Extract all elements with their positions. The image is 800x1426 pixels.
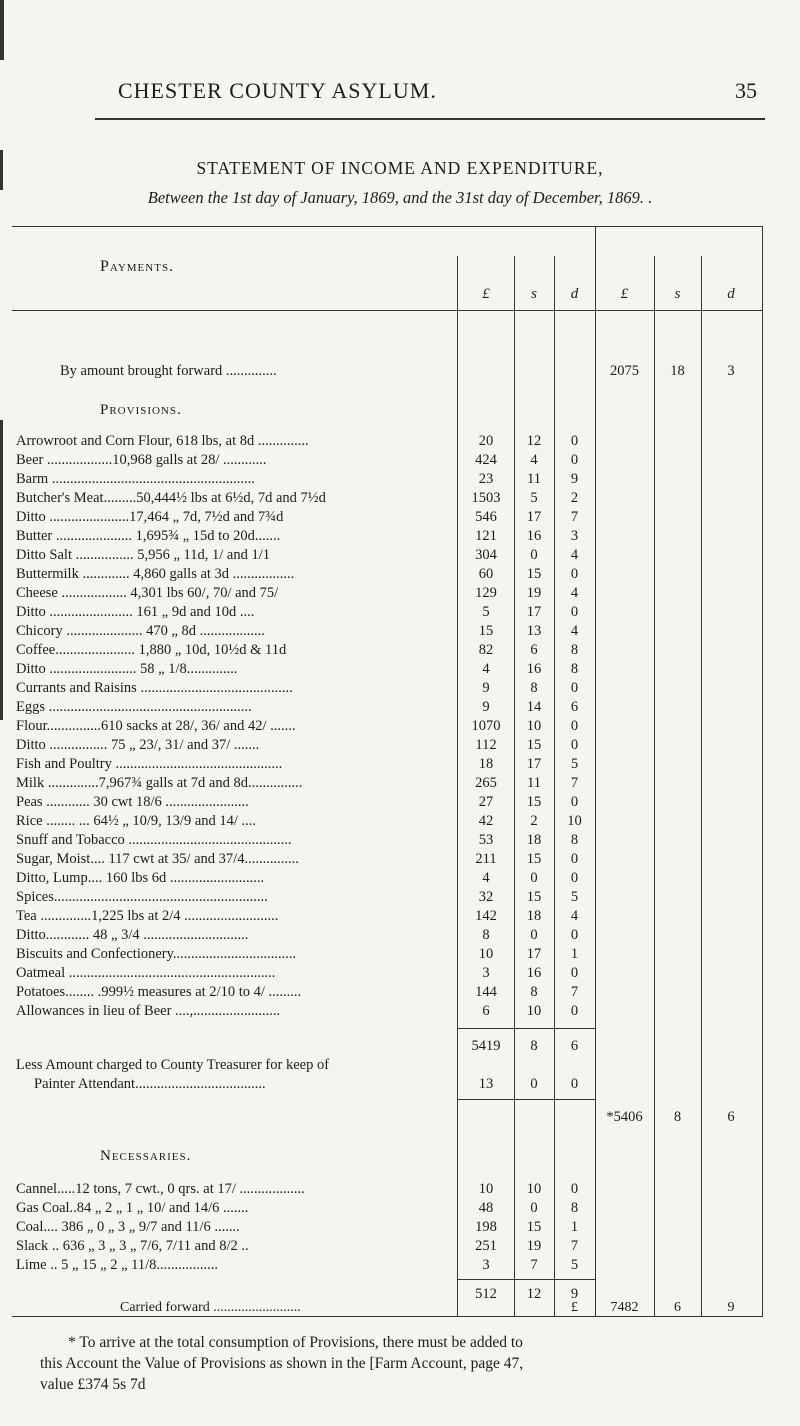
row-description: Ditto Salt ................ 5,956 „ 11d, 1/ and 1/1 — [16, 547, 271, 563]
cell-shillings: 16 — [526, 965, 542, 981]
row-description: Beer ..................10,968 galls at 28/ ............ — [16, 452, 267, 468]
row-description: Ditto............ 48 „ 3/4 ............................. — [16, 927, 249, 943]
cell-shillings: 10 — [526, 1181, 542, 1197]
table-row — [0, 546, 800, 565]
cell-pounds: 304 — [475, 547, 497, 563]
cell-pounds: 121 — [475, 528, 497, 544]
cell-pence: 8 — [570, 661, 579, 677]
statement-title: STATEMENT OF INCOME AND EXPENDITURE, — [196, 158, 604, 178]
cell-pounds: 32 — [478, 889, 494, 905]
cell-pounds: 53 — [478, 832, 494, 848]
cell-pounds: 27 — [478, 794, 494, 810]
table-row — [0, 622, 800, 641]
cell-shillings: 0 — [530, 547, 538, 563]
table-top-rule — [12, 226, 763, 227]
cell-pounds: 129 — [475, 585, 497, 601]
cell-pence: 0 — [570, 718, 579, 734]
table-row — [0, 527, 800, 546]
table-row — [0, 1199, 800, 1218]
cell-shillings: 16 — [526, 528, 542, 544]
col-header-pounds: £ — [482, 286, 490, 302]
cell-pounds: 251 — [475, 1238, 497, 1254]
cell-pence: 2 — [570, 490, 579, 506]
row-description: Oatmeal ......................................................... — [16, 965, 276, 981]
cell-shillings: 2 — [530, 813, 538, 829]
table-row — [0, 850, 800, 869]
table-bottom-rule — [12, 1316, 763, 1317]
cell-pence: 4 — [570, 547, 579, 563]
footnote-line: value £374 5s 7d — [40, 1376, 146, 1393]
net-rule — [457, 1099, 595, 1100]
cell-pence: 0 — [570, 737, 579, 753]
row-description: Eggs ........................................................ — [16, 699, 252, 715]
cell-pounds: 82 — [478, 642, 494, 658]
table-row — [0, 584, 800, 603]
cell-shillings: 6 — [530, 642, 538, 658]
cell-pence: 7 — [570, 509, 579, 525]
row-description: Sugar, Moist.... 117 cwt at 35/ and 37/4............... — [16, 851, 299, 867]
row-description: Chicory ..................... 470 „ 8d .................. — [16, 623, 265, 639]
cell-pence: 8 — [570, 832, 579, 848]
row-description: Allowances in lieu of Beer ....,........................ — [16, 1003, 281, 1019]
subtotal-rule — [457, 1028, 595, 1029]
cell-shillings: 15 — [526, 851, 542, 867]
cell-pence: 0 — [570, 794, 579, 810]
table-row — [0, 869, 800, 888]
cell-shillings: 16 — [526, 661, 542, 677]
row-description: Cheese .................. 4,301 lbs 60/, 70/ and 75/ — [16, 585, 279, 601]
cell-pence: 5 — [570, 756, 579, 772]
statement-subtitle: Between the 1st day of January, 1869, and the 31st day of December, 1869. . — [147, 188, 653, 207]
cell-pence: 0 — [570, 927, 579, 943]
less-amount-row — [0, 1075, 800, 1094]
cell-pence: 7 — [570, 984, 579, 1000]
scan-edge-mark — [0, 0, 4, 60]
table-row — [0, 1180, 800, 1199]
cell-pounds: 8 — [482, 927, 490, 943]
cell-pence: 7 — [570, 775, 579, 791]
provisions-net-row — [0, 1108, 800, 1127]
cell-pence: 0 — [570, 870, 579, 886]
cell-shillings: 11 — [527, 775, 541, 791]
row-description: Coal.... 386 „ 0 „ 3 „ 9/7 and 11/6 ....... — [16, 1219, 240, 1235]
row-description: Ditto ......................17,464 „ 7d, 7½d and 7¾d — [16, 509, 284, 525]
row-description: Barm ........................................................ — [16, 471, 255, 487]
cell-pounds: 198 — [475, 1219, 497, 1235]
cell-shillings: 8 — [530, 1038, 538, 1054]
cell-shillings: 19 — [526, 1238, 542, 1254]
table-row — [0, 698, 800, 717]
cell-shillings: 12 — [526, 1286, 542, 1302]
cell-shillings: 18 — [526, 832, 542, 848]
cell-pounds: *5406 — [606, 1109, 643, 1125]
row-description: Flour...............610 sacks at 28/, 36/ and 42/ ....... — [16, 718, 296, 734]
cell-pounds: 211 — [475, 851, 497, 867]
cell-pence: 9 — [727, 1300, 735, 1315]
table-row — [0, 964, 800, 983]
row-description: Rice ........ ... 64½ „ 10/9, 13/9 and 14/ .... — [16, 813, 257, 829]
table-row — [0, 603, 800, 622]
row-description: Snuff and Tobacco ............................................. — [16, 832, 292, 848]
row-description: Buttermilk ............. 4,860 galls at 3d ................. — [16, 566, 295, 582]
cell-pounds: 512 — [475, 1286, 497, 1302]
table-row — [0, 1256, 800, 1275]
cell-pounds: 9 — [482, 699, 490, 715]
cell-pounds: 10 — [478, 946, 494, 962]
cell-pence: 9 — [570, 1286, 579, 1302]
cell-shillings: 6 — [674, 1300, 681, 1315]
row-description: Butcher's Meat.........50,444½ lbs at 6½d, 7d and 7½d — [16, 490, 326, 506]
row-description: Potatoes........ .999½ measures at 2/10 to 4/ ......... — [16, 984, 302, 1000]
table-row — [0, 660, 800, 679]
cell-pounds: 9 — [482, 680, 490, 696]
row-description: Lime .. 5 „ 15 „ 2 „ 11/8................. — [16, 1257, 219, 1273]
table-row — [0, 793, 800, 812]
row-description: Currants and Raisins .......................................... — [16, 680, 293, 696]
provisions-subtotal-row — [0, 1037, 800, 1056]
row-description: Arrowroot and Corn Flour, 618 lbs, at 8d .............. — [16, 433, 309, 449]
cell-shillings: 10 — [526, 718, 542, 734]
cell-pence: 1 — [570, 946, 579, 962]
cell-shillings: 15 — [526, 1219, 542, 1235]
cell-shillings: 15 — [526, 794, 542, 810]
table-row — [0, 983, 800, 1002]
cell-pence: 4 — [570, 908, 579, 924]
cell-pounds: 112 — [475, 737, 497, 753]
table-row — [0, 1002, 800, 1021]
less-amount-label-cont: Painter Attendant.................................... — [34, 1076, 266, 1092]
cell-pounds: 48 — [478, 1200, 494, 1216]
table-row — [0, 717, 800, 736]
cell-pounds: 15 — [478, 623, 494, 639]
necessaries-subtotal-rule — [457, 1279, 595, 1280]
necessaries-heading: Necessaries. — [100, 1148, 192, 1164]
cell-shillings: 18 — [526, 908, 542, 924]
table-row — [0, 565, 800, 584]
row-description: Ditto ........................ 58 „ 1/8.............. — [16, 661, 238, 677]
row-description: Fish and Poultry .............................................. — [16, 756, 283, 772]
pound-symbol: £ — [571, 1300, 578, 1315]
cell-pounds: 144 — [475, 984, 497, 1000]
cell-shillings: 15 — [526, 737, 542, 753]
cell-pence: 0 — [570, 433, 579, 449]
cell-pence: 0 — [570, 1181, 579, 1197]
row-description: Peas ............ 30 cwt 18/6 ....................... — [16, 794, 249, 810]
table-row — [0, 774, 800, 793]
cell-pence: 0 — [570, 604, 579, 620]
cell-shillings: 11 — [527, 471, 541, 487]
cell-pounds: 3 — [482, 1257, 490, 1273]
cell-pounds: 546 — [475, 509, 497, 525]
cell-pence: 6 — [570, 699, 579, 715]
cell-pence: 0 — [570, 965, 579, 981]
table-row — [0, 907, 800, 926]
cell-pence: 5 — [570, 1257, 579, 1273]
row-description: Biscuits and Confectionery.................................. — [16, 946, 297, 962]
cell-shillings: 19 — [526, 585, 542, 601]
cell-pence: 7 — [570, 1238, 579, 1254]
table-row — [0, 888, 800, 907]
cell-shillings: 15 — [526, 889, 542, 905]
col-header-shillings: s — [531, 286, 537, 302]
cell-pounds: 6 — [482, 1003, 490, 1019]
table-row — [0, 679, 800, 698]
cell-shillings: 8 — [530, 984, 538, 1000]
cell-shillings: 17 — [526, 756, 542, 772]
cell-pounds: 20 — [478, 433, 494, 449]
col-header-pence-total: d — [727, 286, 735, 302]
cell-pounds: 23 — [478, 471, 494, 487]
cell-pounds: 60 — [478, 566, 494, 582]
row-description: Butter ..................... 1,695¾ „ 15d to 20d....... — [16, 528, 281, 544]
brought-forward-label: By amount brought forward .............. — [60, 363, 277, 379]
cell-shillings: 15 — [526, 566, 542, 582]
row-description: Ditto ................ 75 „ 23/, 31/ and 37/ ....... — [16, 737, 260, 753]
cell-pounds: 142 — [475, 908, 497, 924]
cell-shillings: 8 — [530, 680, 538, 696]
cell-shillings: 17 — [526, 946, 542, 962]
cell-pence: 0 — [570, 680, 579, 696]
less-amount-label-row — [0, 1056, 800, 1075]
cell-pence: 5 — [570, 889, 579, 905]
cell-shillings: 4 — [530, 452, 538, 468]
cell-pence: 4 — [570, 623, 579, 639]
cell-shillings: 13 — [526, 623, 542, 639]
provisions-heading: Provisions. — [100, 402, 182, 418]
cell-shillings: 14 — [526, 699, 542, 715]
cell-pence: 8 — [570, 642, 579, 658]
cell-pence: 0 — [570, 452, 579, 468]
table-row — [0, 945, 800, 964]
cell-pounds: 1503 — [471, 490, 501, 506]
footnote-line: * To arrive at the total consumption of Provisions, there must be added to — [68, 1334, 523, 1351]
table-row — [0, 1218, 800, 1237]
cell-pence: 8 — [570, 1200, 579, 1216]
cell-shillings: 5 — [530, 490, 538, 506]
cell-shillings: 17 — [526, 509, 542, 525]
table-row — [0, 508, 800, 527]
cell-shillings: 17 — [526, 604, 542, 620]
row-description: Coffee...................... 1,880 „ 10d, 10½d & 11d — [16, 642, 287, 658]
row-description: Ditto, Lump.... 160 lbs 6d .......................... — [16, 870, 265, 886]
carried-forward-label: Carried forward ......................... — [120, 1300, 301, 1315]
cell-pounds: 2075 — [610, 363, 639, 379]
cell-pounds: 265 — [475, 775, 497, 791]
table-row — [0, 831, 800, 850]
brought-forward-row — [0, 362, 800, 381]
col-header-pounds-total: £ — [620, 286, 629, 302]
cell-shillings: 18 — [670, 363, 685, 379]
cell-pounds: 424 — [475, 452, 497, 468]
table-row — [0, 1237, 800, 1256]
payments-heading: Payments. — [100, 258, 175, 275]
cell-shillings: 0 — [530, 927, 538, 943]
header-rule — [95, 118, 765, 120]
cell-pounds: 4 — [482, 870, 490, 886]
header-bottom-rule — [12, 310, 763, 311]
cell-pence: 4 — [570, 585, 579, 601]
table-row — [0, 736, 800, 755]
table-row — [0, 489, 800, 508]
cell-pence: 0 — [570, 1076, 579, 1092]
table-row — [0, 451, 800, 470]
cell-shillings: 0 — [530, 870, 538, 886]
cell-pence: 10 — [567, 813, 582, 829]
row-description: Ditto ....................... 161 „ 9d and 10d .... — [16, 604, 255, 620]
cell-pounds: 3 — [482, 965, 490, 981]
col-header-pence: d — [570, 286, 579, 302]
table-row — [0, 432, 800, 451]
cell-pounds: 5419 — [471, 1038, 501, 1054]
table-row — [0, 641, 800, 660]
cell-pence: 0 — [570, 1003, 579, 1019]
page-header-title: CHESTER COUNTY ASYLUM. — [118, 78, 437, 103]
page-number: 35 — [735, 78, 757, 103]
cell-shillings: 12 — [526, 433, 542, 449]
row-description: Spices........................................................... — [16, 889, 268, 905]
cell-pence: 9 — [570, 471, 579, 487]
cell-pounds: 5 — [482, 604, 490, 620]
row-description: Slack .. 636 „ 3 „ 3 „ 7/6, 7/11 and 8/2 .. — [16, 1238, 249, 1254]
cell-pence: 1 — [570, 1219, 579, 1235]
table-row — [0, 755, 800, 774]
cell-shillings: 0 — [530, 1076, 538, 1092]
cell-pounds: 10 — [478, 1181, 494, 1197]
table-row — [0, 926, 800, 945]
cell-pounds: 13 — [478, 1076, 494, 1092]
cell-pence: 0 — [570, 566, 579, 582]
cell-pounds: 1070 — [471, 718, 501, 734]
row-description: Tea ..............1,225 lbs at 2/4 .......................... — [16, 908, 279, 924]
table-row — [0, 812, 800, 831]
cell-shillings: 0 — [530, 1200, 538, 1216]
cell-shillings: 10 — [526, 1003, 542, 1019]
cell-pence: 3 — [570, 528, 579, 544]
cell-pence: 6 — [570, 1038, 579, 1054]
cell-shillings: 8 — [673, 1109, 682, 1125]
col-header-shillings-total: s — [674, 286, 681, 302]
cell-pounds: 4 — [482, 661, 490, 677]
footnote-line: this Account the Value of Provisions as shown in the [Farm Account, page 47, — [40, 1355, 524, 1372]
carried-forward-row — [0, 1300, 800, 1315]
cell-pounds: 18 — [478, 756, 494, 772]
row-description: Milk ..............7,967¾ galls at 7d and 8d............... — [16, 775, 303, 791]
cell-pounds: 7482 — [610, 1300, 639, 1315]
table-row — [0, 470, 800, 489]
cell-pence: 3 — [727, 363, 735, 379]
cell-pence: 6 — [727, 1109, 735, 1125]
footnote — [40, 1332, 780, 1395]
less-amount-label: Less Amount charged to County Treasurer for keep of — [16, 1057, 330, 1073]
row-description: Gas Coal..84 „ 2 „ 1 „ 10/ and 14/6 ....... — [16, 1200, 249, 1216]
cell-pounds: 42 — [478, 813, 494, 829]
row-description: Cannel.....12 tons, 7 cwt., 0 qrs. at 17/ .................. — [16, 1181, 305, 1197]
cell-shillings: 7 — [530, 1257, 538, 1273]
cell-pence: 0 — [570, 851, 579, 867]
